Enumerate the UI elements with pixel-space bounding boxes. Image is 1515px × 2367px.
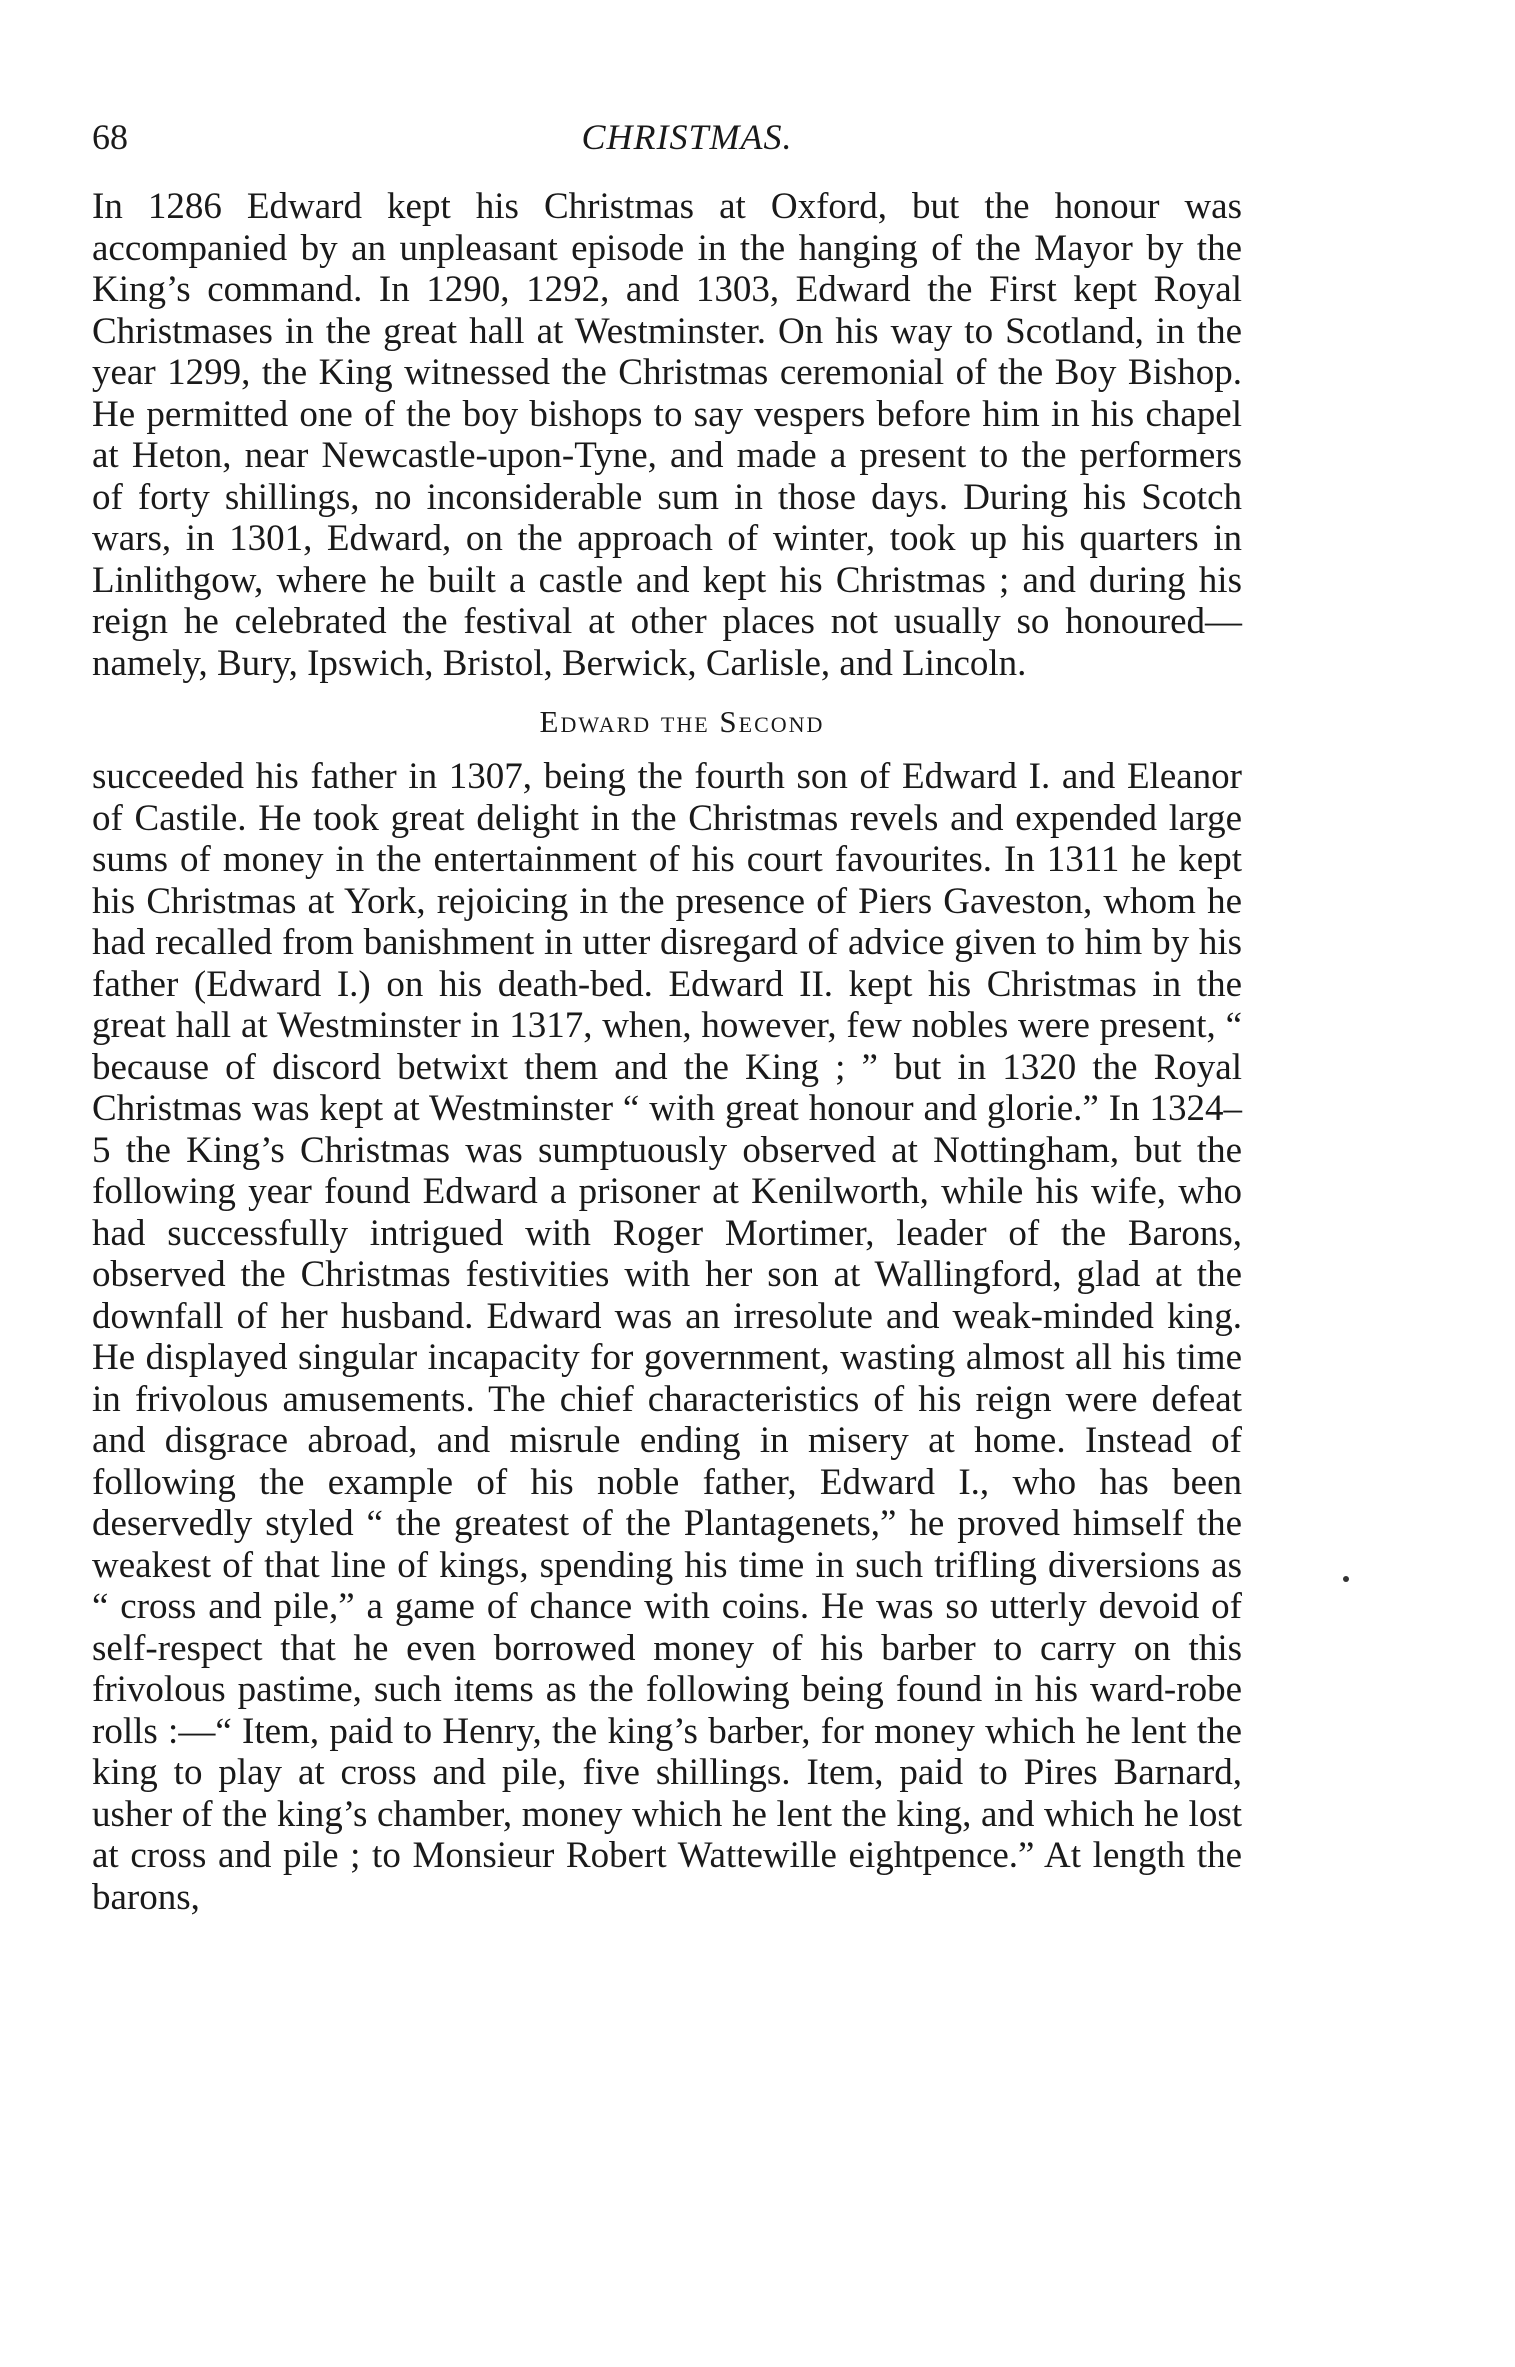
ink-mark <box>1343 1576 1349 1582</box>
paragraph-edward-first: In 1286 Edward kept his Christmas at Oxford, but the honour was accompanied by an unpleasant episode in the hanging of the Mayor by the King’s command. In 1290, 1292, and 1303, Edward the First kept Royal Christmases in the great hall at Westminster. On his way to Scotland, in the year 1299, the King witnessed the Christmas ceremonial of the Boy Bishop. He permitted one of the boy bishops to say vespers before him in his chapel at Heton, near Newcastle-upon-Tyne, and made a present to the performers of forty shillings, no inconsiderable sum in those days. During his Scotch wars, in 1301, Edward, on the approach of winter, took up his quarters in Linlithgow, where he built a castle and kept his Christmas ; and during his reign he celebrated the festival at other places not usually so honoured—namely, Bury, Ipswich, Bristol, Berwick, Carlisle, and Lincoln. <box>92 186 1242 684</box>
paragraph-edward-second: succeeded his father in 1307, being the fourth son of Edward I. and Eleanor of Castile. He took great delight in the Christmas revels and expended large sums of money in the entertainment of his court favourites. In 1311 he kept his Christmas at York, rejoicing in the presence of Piers Gaveston, whom he had recalled from banishment in utter disregard of advice given to him by his father (Edward I.) on his death-bed. Edward II. kept his Christmas in the great hall at Westminster in 1317, when, however, few nobles were present, “ because of discord betwixt them and the King ; ” but in 1320 the Royal Christmas was kept at Westminster “ with great honour and glorie.” In 1324–5 the King’s Christmas was sumptuously observed at Nottingham, but the following year found Edward a prisoner at Kenilworth, while his wife, who had successfully intrigued with Roger Mortimer, leader of the Barons, observed the Christmas festivities with her son at Wallingford, glad at the downfall of her husband. Edward was an irresolute and weak-minded king. He displayed singular incapacity for government, wasting almost all his time in frivolous amusements. The chief characteristics of his reign were defeat and disgrace abroad, and misrule ending in misery at home. Instead of following the example of his noble father, Edward I., who has been deservedly styled “ the greatest of the Plantagenets,” he proved himself the weakest of that line of kings, spending his time in such trifling diversions as “ cross and pile,” a game of chance with coins. He was so utterly devoid of self-respect that he even borrowed money of his barber to carry on this frivolous pastime, such items as the following being found in his ward-robe rolls :—“ Item, paid to Henry, the king’s barber, for money which he lent the king to play at cross and pile, five shillings. Item, paid to Pires Barnard, usher of the king’s chamber, money which he lent the king, and which he lost at cross and pile ; to Monsieur Robert Wattewille eightpence.” At length the barons, <box>92 756 1242 1918</box>
page-number: 68 <box>92 117 128 157</box>
running-title: CHRISTMAS. <box>581 117 793 157</box>
body-text <box>92 186 1242 1918</box>
section-heading: Edward the Second <box>539 704 825 739</box>
running-head <box>92 112 1242 162</box>
